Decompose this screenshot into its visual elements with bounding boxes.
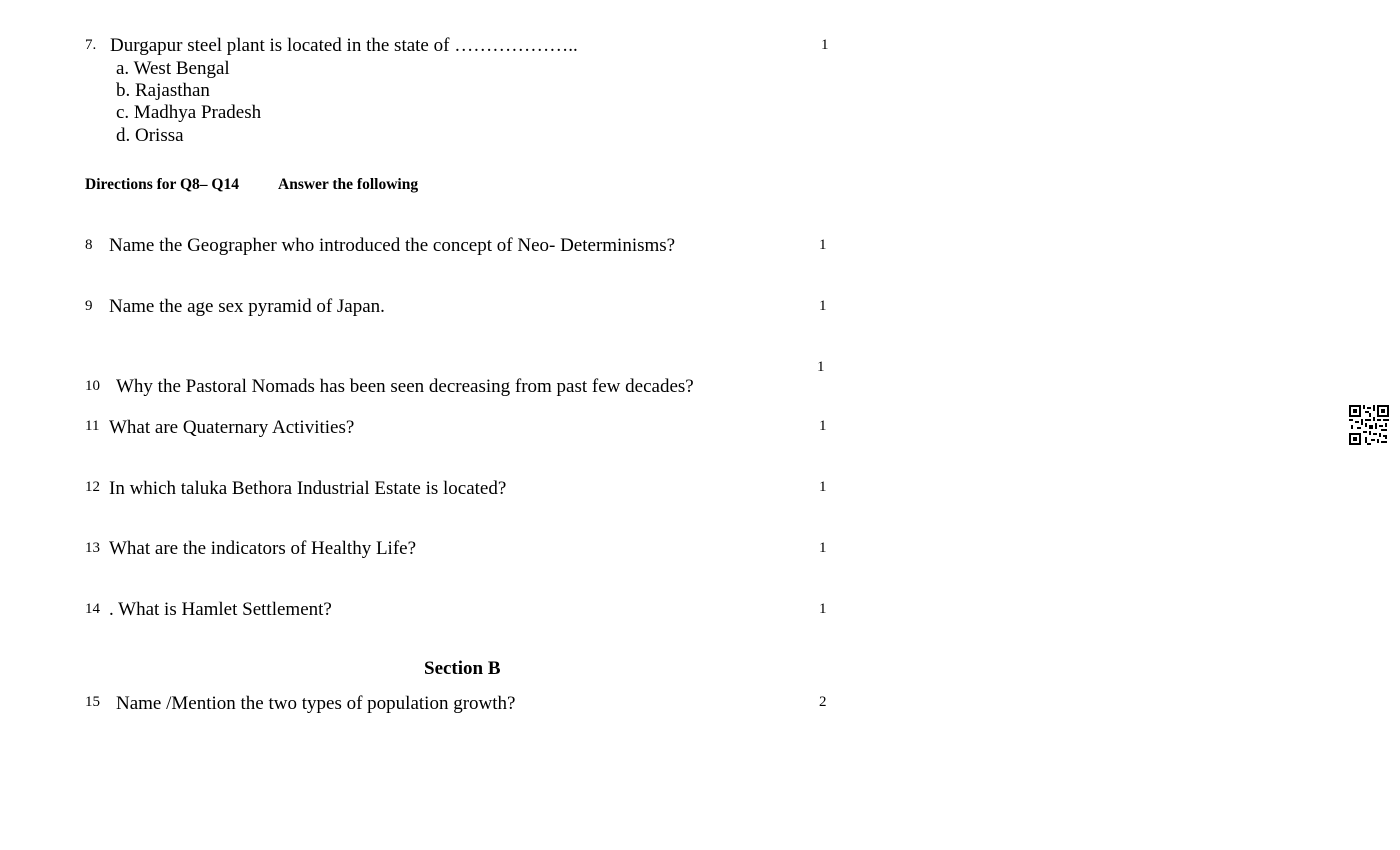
directions-label: Directions for Q8– Q14 bbox=[85, 176, 239, 193]
question-marks: 1 bbox=[817, 359, 825, 375]
question-text: Name the Geographer who introduced the concept of Neo- Determinisms? bbox=[109, 235, 676, 256]
question-number: 15 bbox=[85, 694, 100, 710]
question-marks: 1 bbox=[819, 418, 827, 434]
question-marks: 1 bbox=[819, 540, 827, 556]
question-marks: 1 bbox=[819, 298, 827, 314]
question-number: 13 bbox=[85, 540, 100, 556]
question-marks: 1 bbox=[821, 37, 829, 53]
qr-code-icon bbox=[1349, 405, 1389, 445]
option-c: c. Madhya Pradesh bbox=[116, 102, 262, 123]
question-marks: 2 bbox=[819, 694, 827, 710]
directions-instruction: Answer the following bbox=[278, 176, 419, 193]
question-number: 11 bbox=[85, 418, 100, 434]
question-number: 7. bbox=[85, 37, 97, 53]
question-number: 8 bbox=[85, 237, 93, 253]
question-number: 12 bbox=[85, 479, 100, 495]
question-text: Name the age sex pyramid of Japan. bbox=[109, 296, 385, 317]
question-text: Why the Pastoral Nomads has been seen decreasing from past few decades? bbox=[116, 376, 694, 397]
question-text: Durgapur steel plant is located in the state of ……………….. bbox=[110, 35, 578, 56]
option-d: d. Orissa bbox=[116, 125, 184, 146]
option-b: b. Rajasthan bbox=[116, 80, 210, 101]
question-marks: 1 bbox=[819, 479, 827, 495]
question-number: 9 bbox=[85, 298, 93, 314]
question-text: What are Quaternary Activities? bbox=[109, 417, 355, 438]
question-text: . What is Hamlet Settlement? bbox=[109, 599, 332, 620]
option-a: a. West Bengal bbox=[116, 58, 230, 79]
question-marks: 1 bbox=[819, 601, 827, 617]
section-title: Section B bbox=[424, 658, 501, 679]
question-text: What are the indicators of Healthy Life? bbox=[109, 538, 417, 559]
question-text: Name /Mention the two types of population growth? bbox=[116, 693, 516, 714]
question-number: 14 bbox=[85, 601, 100, 617]
question-marks: 1 bbox=[819, 237, 827, 253]
question-text: In which taluka Bethora Industrial Estate is located? bbox=[109, 478, 507, 499]
question-number: 10 bbox=[85, 378, 100, 394]
